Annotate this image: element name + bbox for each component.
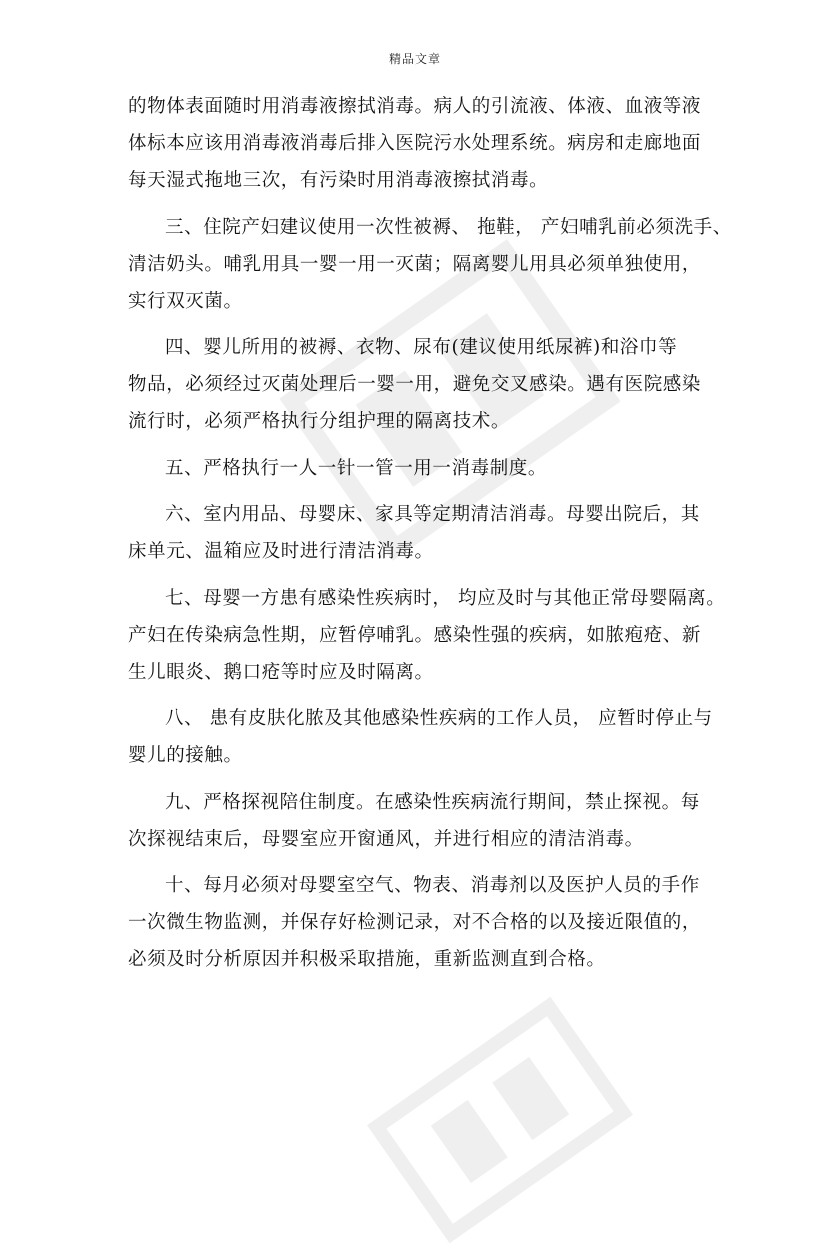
body-text <box>128 88 732 978</box>
text-line: 体标本应该用消毒液消毒后排入医院污水处理系统。病房和走廊地面 <box>128 133 702 154</box>
paragraph-4-line: 四、婴儿所用的被褥、衣物、尿布(建议使用纸尿裤)和浴巾等 <box>165 337 678 358</box>
paragraph-10-line: 十、每月必须对母婴室空气、物表、消毒剂以及医护人员的手作 <box>165 875 700 896</box>
text-line: 的物体表面随时用消毒液擦拭消毒。病人的引流液、体液、血液等液 <box>128 96 702 117</box>
paragraph-9-line: 九、严格探视陪住制度。在感染性疾病流行期间，禁止探视。每 <box>165 791 700 813</box>
text-line: 床单元、温箱应及时进行清洁消毒。 <box>128 541 434 562</box>
text-line: 次探视结束后，母婴室应开窗通风，并进行相应的清洁消毒。 <box>128 828 644 850</box>
paragraph-8-line: 八、 患有皮肤化脓及其他感染性疾病的工作人员， 应暂时停止与 <box>165 708 713 729</box>
text-line: 实行双灭菌。 <box>128 290 243 312</box>
text-line: 清洁奶头。哺乳用具一婴一用一灭菌；隔离婴儿用具必须单独使用， <box>128 253 702 275</box>
paragraph-7-line: 七、母婴一方患有感染性疾病时， 均应及时与其他正常母婴隔离。 <box>165 587 726 609</box>
text-line: 物品，必须经过灭菌处理后一婴一用，避免交叉感染。遇有医院感染 <box>128 374 702 395</box>
text-line: 生儿眼炎、鹅口疮等时应及时隔离。 <box>128 661 434 683</box>
text-line: 每天湿式拖地三次，有污染时用消毒液擦拭消毒。 <box>128 170 549 191</box>
text-line: 必须及时分析原因并积极采取措施，重新监测直到合格。 <box>128 949 606 970</box>
page-header: 精品文章 <box>388 52 441 66</box>
text-line: 产妇在传染病急性期，应暂停哺乳。感染性强的疾病，如脓疱疮、新 <box>128 624 702 646</box>
text-line: 一次微生物监测，并保存好检测记录，对不合格的以及接近限值的， <box>128 912 702 933</box>
text-line: 婴儿的接触。 <box>128 745 243 766</box>
paragraph-3-line: 三、住院产妇建议使用一次性被褥、 拖鞋， 产妇哺乳前必须洗手、 <box>165 216 732 238</box>
paragraph-5-line: 五、严格执行一人一针一管一用一消毒制度。 <box>165 457 548 479</box>
watermark-icon <box>356 986 644 1254</box>
text-line: 流行时，必须严格执行分组护理的隔离技术。 <box>128 411 511 432</box>
paragraph-6-line: 六、室内用品、母婴床、家具等定期清洁消毒。母婴出院后，其 <box>165 504 700 525</box>
